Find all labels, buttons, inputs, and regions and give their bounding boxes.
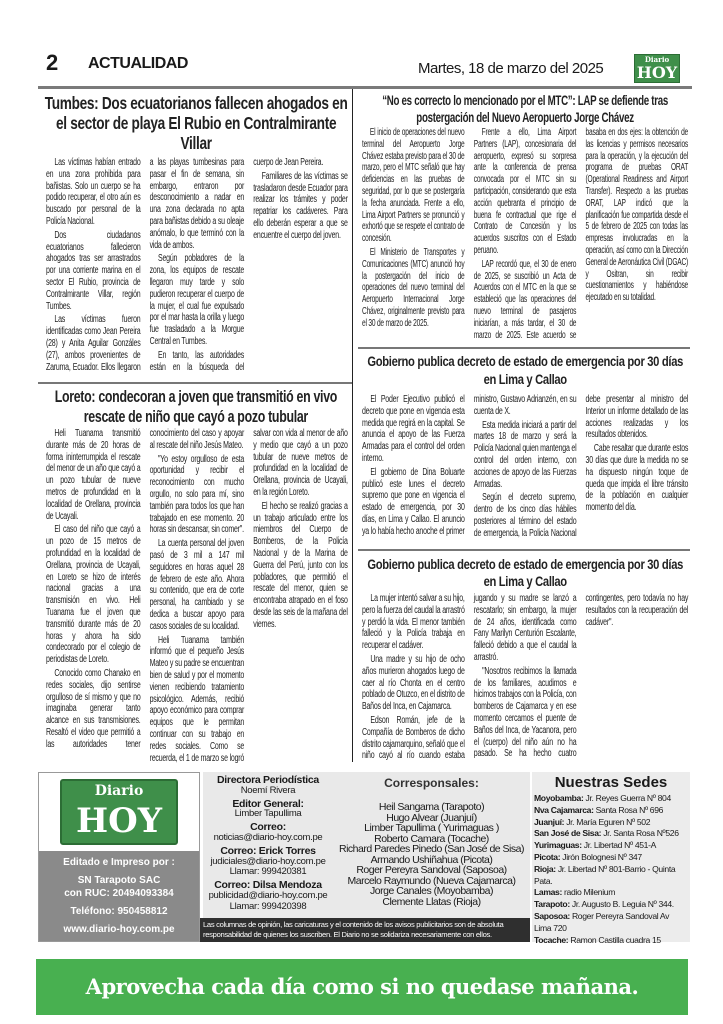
editor-title: Editor General: bbox=[232, 797, 304, 810]
ads-phone: Llamar: 999420398 bbox=[229, 900, 307, 912]
paragraph: El gobierno de Dina Boluarte publicó este lunes el decreto supremo que pone en vigencia el estado de emergencia, por 30 días, en Lima y Callao. El anuncio ya lo había hecho anoche el primer ministro, Gustavo Adrianzén, en su cuenta de X. bbox=[362, 394, 577, 537]
sede-city: Rioja: bbox=[534, 863, 556, 874]
paragraph: El caso del niño que cayó a un pozo de 15 metros de profundidad en la localidad de Orellana, provincia de Ucayali, en Loreto se hizo de interés nacional gracias a una transmisión en vivo. Heli Tuanama fue el joven que transmitió durante más de 20 horas y ahora ha sido condecorado por el colegio de periodistas de Loreto. bbox=[46, 524, 141, 666]
sede-address: Jr. María Eguren Nº 502 bbox=[566, 816, 651, 827]
logo-hoy: HOY bbox=[636, 63, 678, 82]
sede-item bbox=[534, 828, 688, 840]
director-title: Directora Periodística bbox=[217, 774, 319, 786]
diario-hoy-logo bbox=[60, 779, 178, 845]
correspondent: Clemente Llatas (Rioja) bbox=[382, 895, 481, 908]
sede-address: Jr. Libertad Nº 451-A bbox=[583, 840, 656, 851]
correspondent: Roger Pereyra Sandoval (Saposoa) bbox=[356, 864, 507, 876]
article-rule bbox=[358, 347, 690, 349]
company: SN Tarapoto SAC bbox=[77, 875, 161, 886]
sede-item bbox=[534, 887, 688, 899]
issue-date: Martes, 18 de marzo del 2025 bbox=[418, 60, 604, 77]
sede-city: Picota: bbox=[534, 851, 561, 862]
edited-by: Editado e Impreso por : bbox=[63, 857, 175, 868]
correspondent: Limber Tapullima ( Yurimaguas ) bbox=[364, 822, 499, 834]
article-body-tumbes bbox=[46, 157, 348, 381]
paragraph: Familiares de las víctimas se trasladaron desde Ecuador para realizar los trámites y poder repatriar los cadáveres. Para ello deberán esperar a que se encuentre el cuerpo del joven. bbox=[253, 170, 348, 241]
paragraph: La cuenta personal del joven pasó de 3 mil a 147 mil seguidores en horas aquel 28 de febrero de este año. Ahora su contenido, que era de corte personal, ha cambiado y se dedica a buscar apoyo para casos sociales de su localidad. bbox=[149, 538, 245, 632]
sede-address: Jirón Bolognesi Nº 347 bbox=[562, 851, 642, 862]
correspondent: Richard Paredes Pinedo (San José de Sisa) bbox=[339, 843, 524, 855]
paragraph: "Yo estoy orgulloso de esta oportunidad y recibir el reconocimiento con mucho orgullo, no solo para mí, sino también para todos los que han trabajado en ese momento. 20 horas sin descansar, sin comer". bbox=[149, 453, 245, 536]
sede-item bbox=[534, 899, 688, 911]
judicial-email[interactable]: judiciales@diario-hoy.com.pe bbox=[210, 855, 326, 867]
sede-city: Lamas: bbox=[534, 887, 562, 898]
sede-city: San José de Sisa: bbox=[534, 828, 602, 839]
sede-address: Roger Pereyra Sandoval Av Lima 720 bbox=[534, 910, 670, 933]
paragraph: Edson Román, jefe de la Compañía de Bomberos de dicho distrito cajamarquino, señaló que el niño cayó al río cuando estaba jugando y su madre se lanzó a rescatarlo; sin embargo, la mujer de 24 años, identificada como Fany Marilyn Centurión Escalante, falleció debido a que el caudal la arrastró. bbox=[362, 593, 577, 762]
paragraph: Cabe resaltar que durante estos 30 días que dure la medida no se ha dispuesto ningún toque de queda que impida el libre tránsito de la población en cualquier momento del día. bbox=[585, 443, 689, 514]
paragraph: LAP recordó que, el 30 de enero de 2025, se suscribió un Acta de Acuerdos con el MTC en la que se estableció que las operaciones del nuevo terminal de pasajeros iniciarían, a más tardar, el 30 de marzo de 2025. Este acuerdo se basaba en dos ejes: la obtención de las licencias y permisos necesarios para la operación, y la ejecución del programa de pruebas ORAT (Operational Readiness and Airport Transfer). Respecto a las pruebas ORAT, LAP indicó que la planificación fue compartida desde el 5 de febrero de 2025 con todas las empresas involucradas en la operación, así como con la Dirección General de Aeronáutica Civil (DGAC) y Ositran, sin recibir cuestionamientos y habiéndose ejecutado en su totalidad. bbox=[473, 127, 689, 341]
logo-hoy: HOY bbox=[75, 801, 162, 841]
article-body-cajamarca bbox=[362, 593, 688, 765]
ruc: con RUC: 20494093384 bbox=[64, 888, 174, 899]
logo-diario: Diario bbox=[94, 783, 144, 799]
paragraph: Dos ciudadanos ecuatorianos fallecieron ahogados tras ser arrastrados por una corriente marina en el sector El Rubio, provincia de Contralmirante Villar, región Tumbes. bbox=[46, 229, 141, 312]
sede-city: Tocache: bbox=[534, 934, 569, 945]
headline-loreto: Loreto: condecoran a joven que transmitió en vivo rescate de niño que cayó a pozo tubular bbox=[54, 388, 338, 426]
sede-item bbox=[534, 864, 688, 888]
sede-city: Tarapoto: bbox=[534, 899, 570, 910]
correspondent: Jorge Canales (Moyobamba) bbox=[370, 885, 493, 897]
sede-city: Saposoa: bbox=[534, 910, 570, 921]
section-title: ACTUALIDAD bbox=[88, 55, 188, 72]
paragraph: Conocido como Chanako en redes sociales, dijo sentirse orgulloso de sí mismo y que no imaginaba generar tanto alcance en sus transmisiones. Resaltó el video que permitió a las autoridades tener conocimiento del caso y apoyar al rescate del niño Jesús Mateo. bbox=[46, 428, 245, 750]
correspondent: Armando Ushiñahua (Picota) bbox=[370, 853, 493, 866]
logo-diario: Diario bbox=[644, 55, 670, 64]
paragraph: La mujer intentó salvar a su hijo, pero la fuerza del caudal la arrastró y perdió la vida. El menor también falleció y la Policía trabaja en recuperar el cadáver. bbox=[362, 593, 465, 652]
editor-name: Limber Tapullima bbox=[234, 808, 302, 820]
paragraph: Una madre y su hijo de ocho años murieron ahogados luego de caer al río Chonta en el centro poblado de Otuzco, en el distrito de Baños del Inca, en Cajamarca. bbox=[362, 653, 465, 713]
sede-city: Yurimaguas: bbox=[534, 840, 582, 851]
ads-title: Correo: Dilsa Mendoza bbox=[214, 879, 322, 892]
article-body-emergencia bbox=[362, 394, 688, 546]
article-body-lap bbox=[362, 127, 688, 345]
paragraph: El Poder Ejecutivo publicó el decreto que pone en vigencia esta medida que regirá en la capital. Se anuncia el apoyo de las Fuerza Armadas para el control del orden interno. bbox=[362, 394, 465, 464]
sede-city: Nva Cajamarca: bbox=[534, 804, 594, 815]
sede-item bbox=[534, 805, 688, 817]
headline-cajamarca: Gobierno publica decreto de estado de emergencia por 30 días en Lima y Callao bbox=[367, 556, 684, 589]
paragraph: Heli Tuanama transmitió durante más de 20 horas de forma ininterrumpida el rescate del menor de un año que cayó a un pozo tubular de nueve metros de profundidad en la localidad de Orellana, provincia de Ucayali. bbox=[46, 428, 141, 522]
paragraph: Las víctimas habían entrado en una zona prohibida para bañistas. Solo un cuerpo se ha podido recuperar, el otro aún es buscado por personal de la Policía Nacional. bbox=[46, 157, 141, 227]
director-name: Noemí Rivera bbox=[240, 784, 296, 796]
sede-item bbox=[534, 911, 688, 935]
article-rule bbox=[38, 382, 352, 384]
judicial-title: Correo: Erick Torres bbox=[220, 844, 316, 857]
sede-address: Jr. Reyes Guerra Nº 804 bbox=[585, 793, 671, 803]
paragraph: Según el decreto supremo, dentro de los cinco días hábiles posteriores al término del estado de emergencia, la Policía Nacional debe presentar al ministro del Interior un informe detallado de las acciones realizadas y los resultados obtenidos. bbox=[473, 394, 689, 539]
sede-address: radio Milenium bbox=[564, 887, 616, 898]
header-rule bbox=[38, 86, 692, 89]
publisher-box bbox=[38, 772, 200, 942]
sede-item bbox=[534, 817, 688, 829]
judicial-phone: Llamar: 999420381 bbox=[229, 866, 307, 878]
article-rule bbox=[358, 549, 690, 551]
headline-lap: “No es correcto lo mencionado por el MTC”: LAP se defiende tras postergación del Nuevo Aeropuerto Jorge Chávez bbox=[382, 93, 668, 125]
news-email[interactable]: noticias@diario-hoy.com.pe bbox=[213, 831, 323, 843]
article-body-loreto bbox=[46, 428, 348, 766]
sedes-box bbox=[532, 772, 690, 945]
sede-address: Ramon Castilla cuadra 15 bbox=[570, 934, 661, 945]
sede-item bbox=[534, 935, 688, 947]
sede-item bbox=[534, 793, 688, 805]
correspondents-list bbox=[333, 802, 530, 907]
paragraph: El hecho se realizó gracias a un trabajo articulado entre los miembros del Cuerpo de Bomberos, de la Policía Nacional y de la Marina de Guerra del Perú, junto con los pobladores, que permitió el rescate del menor, quien se encontraba atrapado en el foso desde las seis de la mañana del viernes. bbox=[253, 500, 348, 630]
sede-city: Juanjuí: bbox=[534, 816, 565, 827]
sede-item bbox=[534, 840, 688, 852]
correspondents-title: Corresponsales: bbox=[384, 776, 479, 790]
sede-address: Santa Rosa Nº 696 bbox=[595, 804, 664, 815]
paragraph: Frente a ello, Lima Airport Partners (LAP), concesionaria del aeropuerto, expresó su sorpresa ante la conferencia de prensa convocada por el MTC sin su participación, considerando que esta acción quebranta el principio de buena fe contractual que rige el Contrato de Concesión y los acuerdos suscritos con el Estado peruano. bbox=[473, 127, 577, 256]
correspondent: Marcelo Raymundo (Nueva Cajamarca) bbox=[347, 874, 516, 887]
page-number: 2 bbox=[46, 50, 59, 75]
sede-address: Jr. Santa Rosa Nº526 bbox=[603, 828, 679, 839]
paragraph: "Nosotros recibimos la llamada de los familiares, acudimos e hicimos trabajos con la Policía, con bomberos de Cajamarca y en ese momento cercamos el puente de Baños del Inca, de Yacanora, pero el (cuerpo) del niño aún no ha pasado. Se ha hecho cuatro contingentes, pero todavía no hay resultados con la recuperación del cadáver". bbox=[473, 593, 689, 760]
sede-item bbox=[534, 852, 688, 864]
paragraph: En tanto, las autoridades están en la búsqueda del cuerpo de Jean Pereira. bbox=[149, 157, 324, 373]
paragraph: Las víctimas fueron identificadas como Jean Pereira (28) y Anita Aguilar Gonzáles (27), ambos provenientes de Zaruma, Ecuador. Ellos llegaron a las playas tumbesinas para pasar el fin de semana, sin embargo, entraron por desconocimiento a nadar en una zona declarada no apta para bañistas debido a su oleaje anómalo, lo que terminó con la vida de ambos. bbox=[46, 157, 245, 373]
paragraph: Heli Tuanama también informó que el pequeño Jesús Mateo y su padre se encuentran bien de salud y por el momento vienen recibiendo tratamiento psicológico. Además, recibió apoyo económico para comprar equipos que le permitan continuar con su trabajo en redes sociales. Como se recuerda, el 1 de marzo se logró salvar con vida al menor de año y medio que cayó a un pozo tubular de nueve metros de profundidad en la localidad de Orellana, provincia de Ucayali, en la región Loreto. bbox=[149, 428, 348, 764]
phone: Teléfono: 950458812 bbox=[70, 906, 168, 917]
correspondent: Hugo Alvear (Juanjuí) bbox=[386, 811, 477, 824]
correspondent: Heil Sangama (Tarapoto) bbox=[378, 801, 485, 813]
masthead-logo bbox=[634, 54, 680, 83]
paragraph: Esta medida iniciará a partir del martes 18 de marzo y será la Policía Nacional quien mantenga el control del orden interno, con acciones de apoyo de las Fuerzas Armadas. bbox=[473, 419, 577, 490]
sede-city: Moyobamba: bbox=[534, 793, 584, 803]
sede-address: Jr. Augusto B. Leguia Nº 344. bbox=[571, 899, 674, 910]
paragraph: Según pobladores de la zona, los equipos de rescate llegaron muy tarde y solo pudieron recuperar el cuerpo de la mujer, el cual fue expulsado por el mar hasta la orilla y luego fue trasladado a la Morgue Central en Tumbes. bbox=[149, 253, 245, 347]
ads-email[interactable]: publicidad@diario-hoy.com.pe bbox=[208, 889, 328, 901]
website-link[interactable]: www.diario-hoy.com.pe bbox=[63, 924, 175, 935]
sedes-list bbox=[534, 793, 688, 946]
sede-address: Jr. Libertad Nº 801-Barrio - Quinta Pata. bbox=[534, 863, 676, 886]
paragraph: El inicio de operaciones del nuevo terminal del Aeropuerto Jorge Chávez estaba previsto para el 30 de marzo, pero el MTC señaló que hay deficiencias en las pruebas de seguridad, por lo que se postergaría la fecha anunciada. Frente a ello, Lima Airport Partners se pronunció y exhortó que se respete el contrato de concesión. bbox=[362, 127, 465, 245]
slogan-banner: Aprovecha cada día como si no quedase mañana. bbox=[36, 959, 688, 1015]
staff-box bbox=[203, 772, 530, 918]
headline-tumbes: Tumbes: Dos ecuatorianos fallecen ahogados en el sector de playa El Rubio en Contralmirante Villar bbox=[44, 93, 348, 153]
headline-emergencia: Gobierno publica decreto de estado de emergencia por 30 días en Lima y Callao bbox=[367, 353, 684, 387]
disclaimer: Las columnas de opinión, las caricaturas y el contenido de los avisos publicitarios son de absoluta responsabilidad de quienes los suscriben. El Diario no se solidariza necesariamente con ellos. bbox=[200, 918, 530, 942]
column-divider bbox=[352, 89, 353, 762]
correspondent: Roberto Camara (Tocache) bbox=[374, 832, 489, 845]
sedes-title: Nuestras Sedes bbox=[554, 774, 668, 791]
mail-title: Correo: bbox=[250, 821, 286, 834]
paragraph: El Ministerio de Transportes y Comunicaciones (MTC) anunció hoy la postergación del inicio de operaciones del nuevo terminal del Aeropuerto Internacional Jorge Chávez, originalmente previsto para el 30 de marzo de 2025. bbox=[362, 246, 465, 329]
